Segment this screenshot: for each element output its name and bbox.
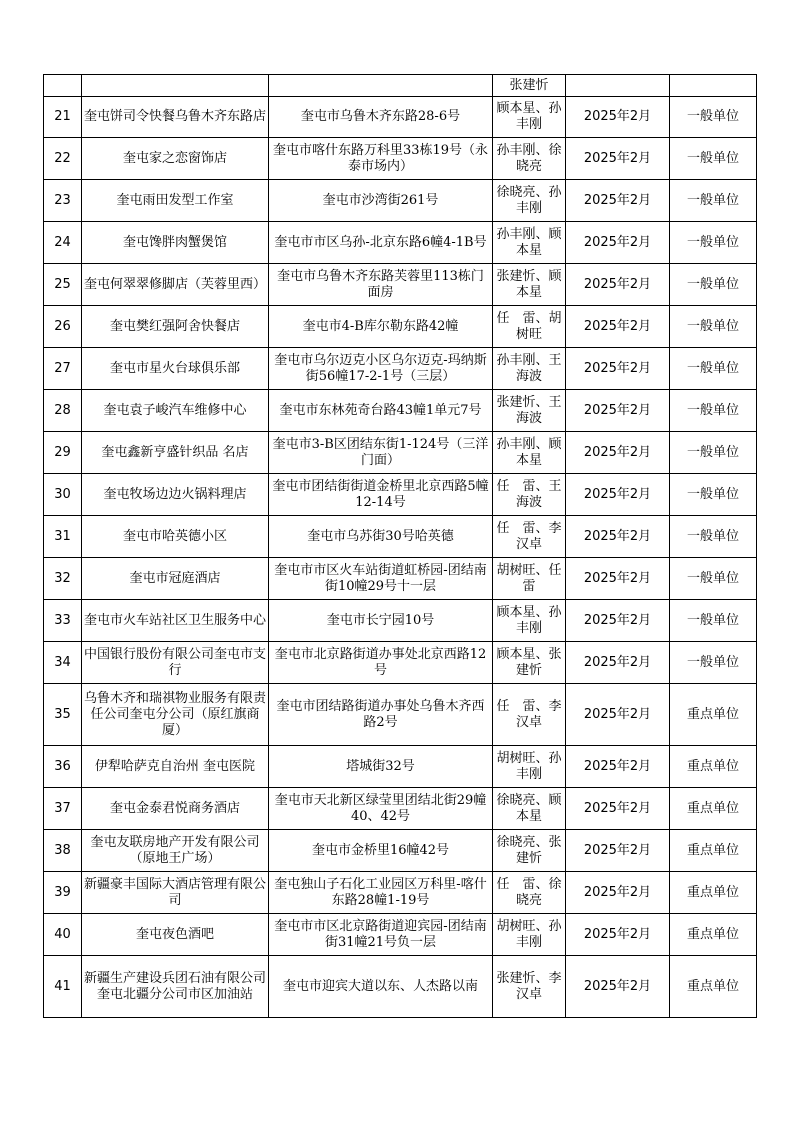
cell-date: 2025年2月 — [566, 914, 670, 956]
cell-date: 2025年2月 — [566, 642, 670, 684]
cell-no: 26 — [44, 306, 82, 348]
table-row — [44, 746, 757, 788]
cell-unit-name: 新疆豪丰国际大酒店管理有限公司 — [82, 872, 269, 914]
inspection-table — [43, 74, 757, 1018]
cell-unit-type: 一般单位 — [670, 474, 757, 516]
cell-unit-type: 一般单位 — [670, 348, 757, 390]
cell-no: 41 — [44, 956, 82, 1018]
cell-inspectors: 孙丰刚、王海波 — [493, 348, 566, 390]
table-row — [44, 180, 757, 222]
cell-no: 27 — [44, 348, 82, 390]
cell-address: 塔城街32号 — [269, 746, 493, 788]
cell-unit-name: 奎屯市火车站社区卫生服务中心 — [82, 600, 269, 642]
cell-inspectors: 顾本星、孙丰刚 — [493, 600, 566, 642]
table-row — [44, 390, 757, 432]
cell-address: 奎屯市东林苑奇台路43幢1单元7号 — [269, 390, 493, 432]
cell-no: 40 — [44, 914, 82, 956]
cell-unit-name: 奎屯雨田发型工作室 — [82, 180, 269, 222]
table-row — [44, 138, 757, 180]
cell-unit-name: 奎屯市哈英德小区 — [82, 516, 269, 558]
cell-inspectors: 任 雷、王海波 — [493, 474, 566, 516]
cell-inspectors: 任 雷、胡树旺 — [493, 306, 566, 348]
cell-unit-name: 乌鲁木齐和瑞祺物业服务有限责任公司奎屯分公司（原红旗商厦） — [82, 684, 269, 746]
cell-unit-name: 奎屯何翠翠修脚店（芙蓉里西） — [82, 264, 269, 306]
cell-unit-name: 奎屯饼司令快餐乌鲁木齐东路店 — [82, 97, 269, 138]
cell-inspectors: 张建忻 — [493, 75, 566, 97]
cell-unit-name — [82, 75, 269, 97]
cell-inspectors: 任 雷、李汉卓 — [493, 516, 566, 558]
cell-unit-name: 伊犁哈萨克自治州 奎屯医院 — [82, 746, 269, 788]
cell-unit-type: 重点单位 — [670, 746, 757, 788]
table-row — [44, 306, 757, 348]
table-row — [44, 830, 757, 872]
cell-address: 奎屯市乌苏街30号哈英德 — [269, 516, 493, 558]
cell-address: 奎屯市沙湾街261号 — [269, 180, 493, 222]
cell-unit-type — [670, 75, 757, 97]
cell-unit-type: 重点单位 — [670, 872, 757, 914]
cell-unit-name: 奎屯市冠庭酒店 — [82, 558, 269, 600]
cell-unit-type: 重点单位 — [670, 684, 757, 746]
table-row — [44, 684, 757, 746]
cell-unit-name: 奎屯馋胖肉蟹煲馆 — [82, 222, 269, 264]
cell-unit-name: 奎屯鑫新亨盛针织品 名店 — [82, 432, 269, 474]
cell-date: 2025年2月 — [566, 306, 670, 348]
cell-unit-type: 重点单位 — [670, 956, 757, 1018]
cell-unit-type: 一般单位 — [670, 306, 757, 348]
table-row — [44, 474, 757, 516]
cell-unit-name: 奎屯樊红强阿舍快餐店 — [82, 306, 269, 348]
cell-address: 奎屯市乌尔迈克小区乌尔迈克-玛纳斯街56幢17-2-1号（三层） — [269, 348, 493, 390]
cell-unit-type: 重点单位 — [670, 830, 757, 872]
cell-no: 28 — [44, 390, 82, 432]
cell-unit-type: 一般单位 — [670, 432, 757, 474]
cell-date: 2025年2月 — [566, 684, 670, 746]
cell-unit-type: 一般单位 — [670, 138, 757, 180]
cell-address: 奎屯市3-B区团结东街1-124号（三洋门面） — [269, 432, 493, 474]
cell-unit-name: 新疆生产建设兵团石油有限公司奎屯北疆分公司市区加油站 — [82, 956, 269, 1018]
cell-inspectors: 孙丰刚、徐晓亮 — [493, 138, 566, 180]
cell-date: 2025年2月 — [566, 956, 670, 1018]
cell-date: 2025年2月 — [566, 516, 670, 558]
cell-no: 22 — [44, 138, 82, 180]
cell-no: 21 — [44, 97, 82, 138]
cell-inspectors: 张建忻、顾本星 — [493, 264, 566, 306]
cell-date: 2025年2月 — [566, 830, 670, 872]
cell-date: 2025年2月 — [566, 600, 670, 642]
cell-no — [44, 75, 82, 97]
table-row — [44, 642, 757, 684]
cell-address: 奎屯市4-B库尔勒东路42幢 — [269, 306, 493, 348]
cell-date: 2025年2月 — [566, 390, 670, 432]
cell-unit-type: 一般单位 — [670, 558, 757, 600]
table-row-continuation — [44, 75, 757, 97]
table-row — [44, 432, 757, 474]
cell-unit-type: 一般单位 — [670, 222, 757, 264]
cell-unit-name: 中国银行股份有限公司奎屯市支行 — [82, 642, 269, 684]
cell-address: 奎屯市市区北京路街道迎宾园-团结南街31幢21号负一层 — [269, 914, 493, 956]
cell-inspectors: 顾本星、张建忻 — [493, 642, 566, 684]
cell-date: 2025年2月 — [566, 348, 670, 390]
cell-unit-name: 奎屯夜色酒吧 — [82, 914, 269, 956]
table-row — [44, 872, 757, 914]
cell-date: 2025年2月 — [566, 474, 670, 516]
cell-inspectors: 胡树旺、任 雷 — [493, 558, 566, 600]
cell-unit-type: 一般单位 — [670, 642, 757, 684]
cell-date: 2025年2月 — [566, 872, 670, 914]
cell-unit-type: 重点单位 — [670, 788, 757, 830]
cell-inspectors: 任 雷、徐晓亮 — [493, 872, 566, 914]
cell-date: 2025年2月 — [566, 558, 670, 600]
cell-address: 奎屯市喀什东路万科里33栋19号（永泰市场内） — [269, 138, 493, 180]
cell-address: 奎屯市乌鲁木齐东路28-6号 — [269, 97, 493, 138]
cell-no: 33 — [44, 600, 82, 642]
cell-no: 37 — [44, 788, 82, 830]
cell-inspectors: 徐晓亮、顾本星 — [493, 788, 566, 830]
cell-date: 2025年2月 — [566, 746, 670, 788]
cell-unit-name: 奎屯家之恋窗饰店 — [82, 138, 269, 180]
cell-unit-type: 一般单位 — [670, 600, 757, 642]
table-row — [44, 264, 757, 306]
cell-no: 24 — [44, 222, 82, 264]
cell-inspectors: 孙丰刚、顾本星 — [493, 432, 566, 474]
table-row — [44, 558, 757, 600]
cell-date: 2025年2月 — [566, 788, 670, 830]
cell-unit-type: 重点单位 — [670, 914, 757, 956]
cell-inspectors: 胡树旺、孙丰刚 — [493, 914, 566, 956]
cell-date: 2025年2月 — [566, 180, 670, 222]
cell-unit-name: 奎屯市星火台球俱乐部 — [82, 348, 269, 390]
cell-no: 35 — [44, 684, 82, 746]
table-row — [44, 516, 757, 558]
table-row — [44, 788, 757, 830]
cell-no: 39 — [44, 872, 82, 914]
cell-no: 31 — [44, 516, 82, 558]
cell-unit-name: 奎屯金泰君悦商务酒店 — [82, 788, 269, 830]
cell-inspectors: 张建忻、王海波 — [493, 390, 566, 432]
cell-no: 29 — [44, 432, 82, 474]
cell-date — [566, 75, 670, 97]
cell-inspectors: 徐晓亮、孙丰刚 — [493, 180, 566, 222]
cell-date: 2025年2月 — [566, 222, 670, 264]
cell-address: 奎屯市市区乌孙-北京东路6幢4-1B号 — [269, 222, 493, 264]
table-row — [44, 600, 757, 642]
table-row — [44, 956, 757, 1018]
table-row — [44, 914, 757, 956]
cell-address: 奎屯市金桥里16幢42号 — [269, 830, 493, 872]
cell-address: 奎屯市乌鲁木齐东路芙蓉里113栋门面房 — [269, 264, 493, 306]
cell-address: 奎屯市团结路街道办事处乌鲁木齐西路2号 — [269, 684, 493, 746]
cell-inspectors: 孙丰刚、顾本星 — [493, 222, 566, 264]
cell-unit-type: 一般单位 — [670, 264, 757, 306]
cell-no: 38 — [44, 830, 82, 872]
cell-address: 奎屯市迎宾大道以东、人杰路以南 — [269, 956, 493, 1018]
table-row — [44, 97, 757, 138]
cell-unit-type: 一般单位 — [670, 180, 757, 222]
cell-no: 32 — [44, 558, 82, 600]
cell-unit-type: 一般单位 — [670, 516, 757, 558]
cell-no: 36 — [44, 746, 82, 788]
cell-unit-name: 奎屯袁子峻汽车维修中心 — [82, 390, 269, 432]
cell-inspectors: 顾本星、孙丰刚 — [493, 97, 566, 138]
cell-unit-name: 奎屯友联房地产开发有限公司（原地王广场） — [82, 830, 269, 872]
cell-no: 30 — [44, 474, 82, 516]
cell-address: 奎屯市市区火车站街道虹桥园-团结南街10幢29号十一层 — [269, 558, 493, 600]
cell-no: 23 — [44, 180, 82, 222]
cell-unit-type: 一般单位 — [670, 97, 757, 138]
cell-inspectors: 张建忻、李汉卓 — [493, 956, 566, 1018]
cell-no: 25 — [44, 264, 82, 306]
cell-inspectors: 任 雷、李汉卓 — [493, 684, 566, 746]
cell-address — [269, 75, 493, 97]
cell-date: 2025年2月 — [566, 97, 670, 138]
cell-address: 奎屯市长宁园10号 — [269, 600, 493, 642]
cell-date: 2025年2月 — [566, 138, 670, 180]
cell-address: 奎屯独山子石化工业园区万科里-喀什东路28幢1-19号 — [269, 872, 493, 914]
cell-date: 2025年2月 — [566, 432, 670, 474]
table-row — [44, 348, 757, 390]
cell-address: 奎屯市团结街街道金桥里北京西路5幢12-14号 — [269, 474, 493, 516]
cell-address: 奎屯市天北新区绿莹里团结北街29幢40、42号 — [269, 788, 493, 830]
cell-no: 34 — [44, 642, 82, 684]
cell-inspectors: 胡树旺、孙丰刚 — [493, 746, 566, 788]
cell-inspectors: 徐晓亮、张建忻 — [493, 830, 566, 872]
cell-unit-type: 一般单位 — [670, 390, 757, 432]
cell-date: 2025年2月 — [566, 264, 670, 306]
cell-address: 奎屯市北京路街道办事处北京西路12号 — [269, 642, 493, 684]
cell-unit-name: 奎屯牧场边边火锅料理店 — [82, 474, 269, 516]
table-row — [44, 222, 757, 264]
